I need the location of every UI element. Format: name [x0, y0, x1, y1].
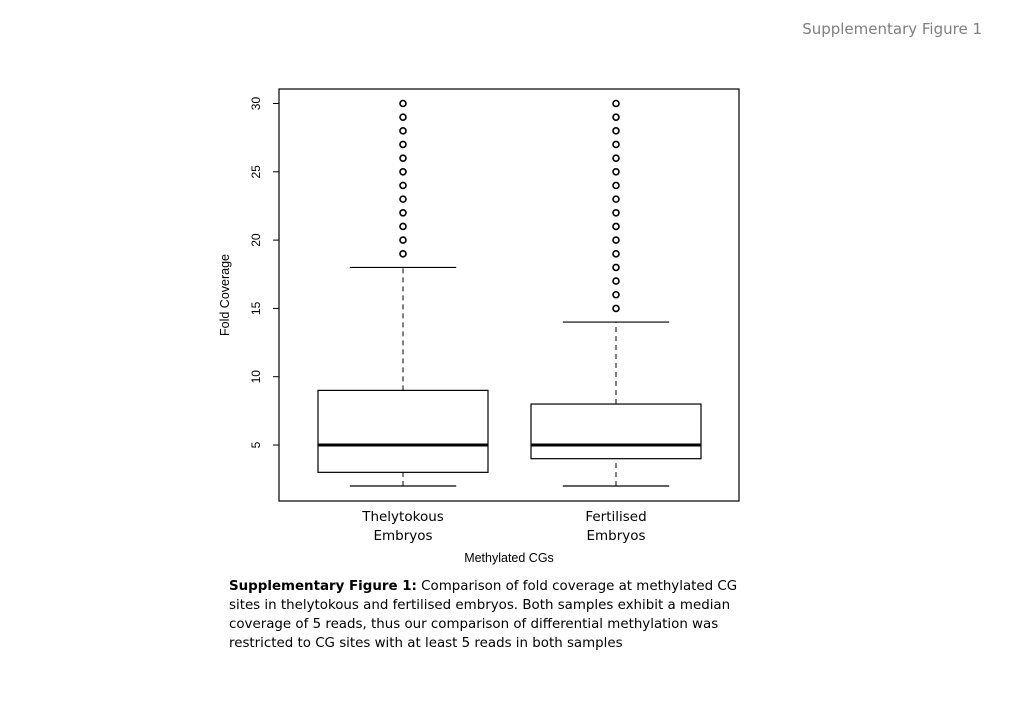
- y-tick-label: 20: [249, 233, 263, 247]
- outlier-point: [613, 210, 619, 216]
- outlier-point: [613, 251, 619, 257]
- outlier-point: [400, 196, 406, 202]
- outlier-point: [613, 196, 619, 202]
- outlier-point: [400, 128, 406, 134]
- outlier-point: [400, 141, 406, 147]
- outlier-point: [613, 155, 619, 161]
- y-tick-label: 5: [249, 441, 263, 449]
- box-1: [318, 101, 488, 487]
- outlier-point: [613, 182, 619, 188]
- outlier-point: [400, 237, 406, 243]
- outlier-point: [400, 169, 406, 175]
- outlier-point: [613, 305, 619, 311]
- outlier-point: [400, 155, 406, 161]
- box-iqr: [318, 390, 488, 472]
- y-tick-label: 25: [249, 165, 263, 179]
- outlier-point: [613, 128, 619, 134]
- caption-text: Comparison of fold coverage at methylated CG sites in thelytokous and fertilised embryos. Both samples exhibit a median coverage of 5 reads, thus our comparison of differential methylation was restricted to CG sites with at least 5 reads in both samples: [229, 579, 738, 651]
- category-label-line2: Embryos: [373, 528, 433, 544]
- x-axis-labels: [361, 509, 646, 544]
- y-tick-label: 10: [249, 370, 263, 384]
- outlier-point: [613, 101, 619, 107]
- outlier-point: [613, 264, 619, 270]
- outlier-point: [613, 237, 619, 243]
- y-axis: [249, 97, 279, 449]
- outlier-point: [400, 114, 406, 120]
- y-axis-label: Fold Coverage: [218, 254, 232, 336]
- boxes-group: [318, 101, 701, 487]
- outlier-point: [400, 210, 406, 216]
- outlier-point: [400, 101, 406, 107]
- outlier-point: [400, 223, 406, 229]
- box-iqr: [531, 404, 701, 459]
- page-header: Supplementary Figure 1: [802, 20, 982, 38]
- outlier-point: [400, 182, 406, 188]
- caption-label: Supplementary Figure 1:: [229, 579, 417, 594]
- y-tick-label: 30: [249, 96, 263, 111]
- y-tick-label: 15: [249, 301, 263, 316]
- category-label-line1: Fertilised: [585, 509, 647, 525]
- figure-caption: [229, 577, 769, 653]
- category-label-line2: Embryos: [586, 528, 646, 544]
- category-label-line1: Thelytokous: [362, 509, 444, 525]
- outlier-point: [613, 141, 619, 147]
- outlier-point: [613, 169, 619, 175]
- outlier-point: [613, 114, 619, 120]
- outlier-point: [613, 278, 619, 284]
- x-axis-label: Methylated CGs: [464, 551, 554, 565]
- outlier-point: [400, 251, 406, 257]
- box-2: [531, 101, 701, 487]
- outlier-point: [613, 292, 619, 298]
- outlier-point: [613, 223, 619, 229]
